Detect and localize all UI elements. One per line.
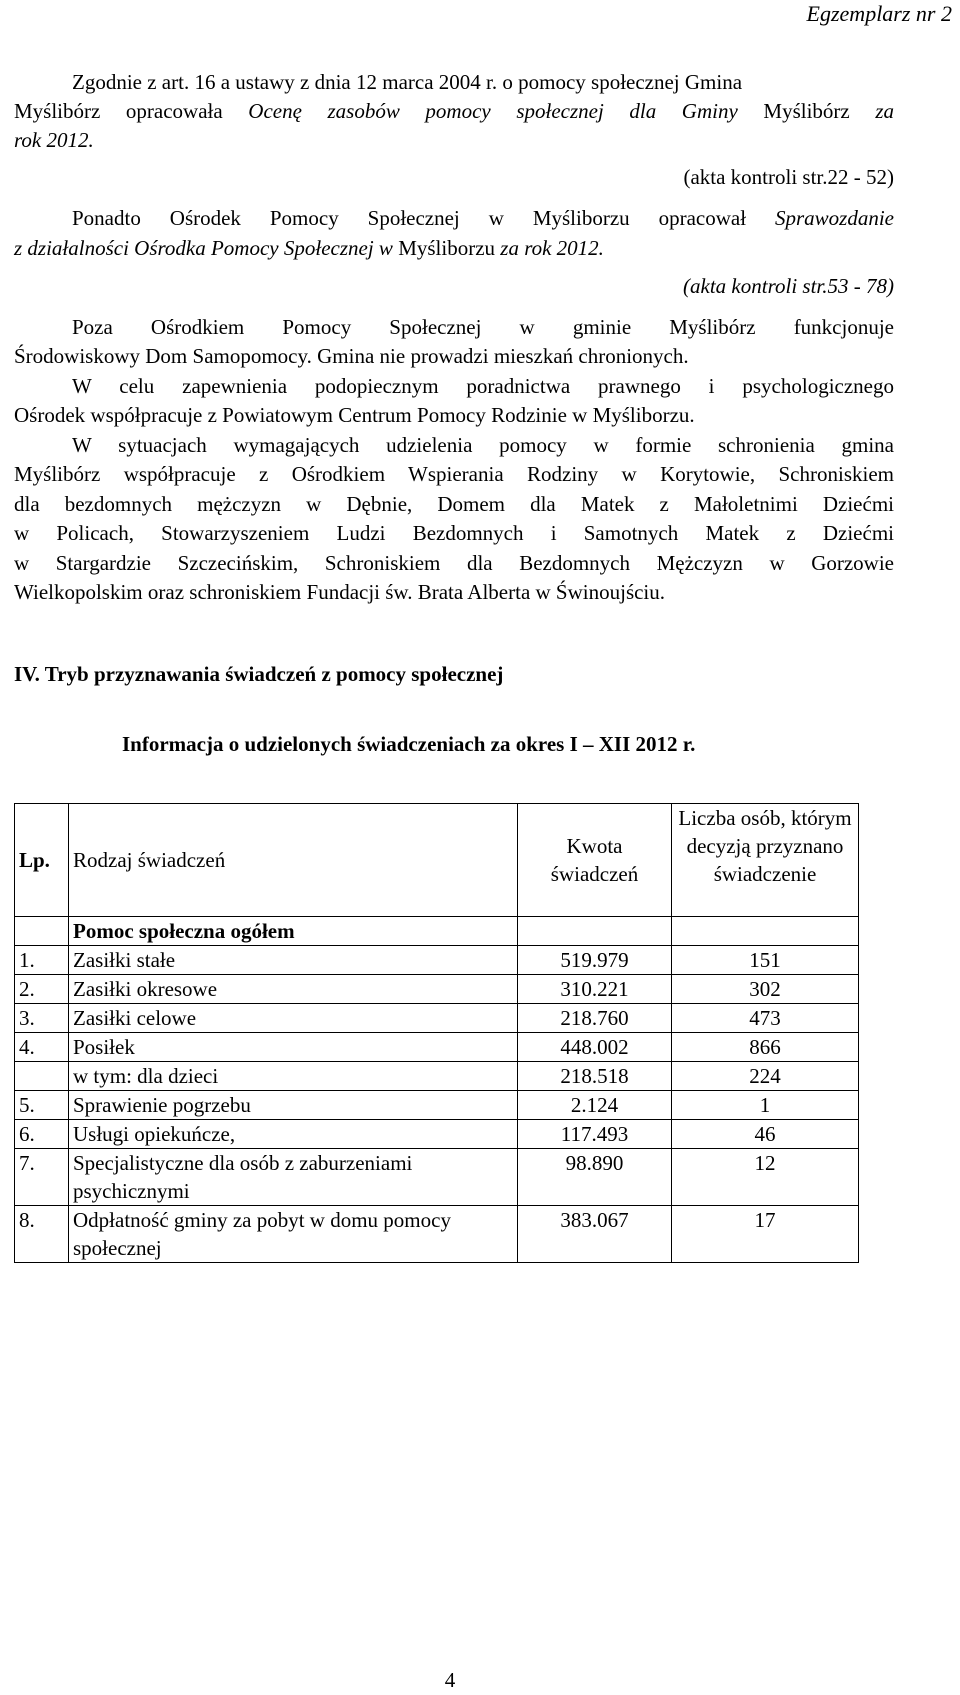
table-row — [15, 1206, 859, 1263]
row-rodzaj: Zasiłki stałe — [69, 946, 518, 975]
paragraph-4-line-2: Ośrodek współpracuje z Powiatowym Centrum Pomocy Rodzinie w Myśliborzu. — [14, 403, 695, 427]
row-rodzaj: Odpłatność gminy za pobyt w domu pomocy społecznej — [69, 1206, 518, 1263]
row-kwota: 117.493 — [518, 1120, 672, 1149]
page-number: 4 — [444, 1668, 456, 1692]
row-liczba: 17 — [672, 1206, 859, 1263]
paragraph-3-line-1: Poza Ośrodkiem Pomocy Społecznej w gminie Myślibórz funkcjonuje — [72, 315, 894, 339]
table-row — [15, 1062, 859, 1091]
header-rodzaj: Rodzaj świadczeń — [69, 804, 518, 917]
row-lp: 7. — [15, 1149, 69, 1206]
row-kwota: 218.518 — [518, 1062, 672, 1091]
section-heading: IV. Tryb przyznawania świadczeń z pomocy społecznej — [14, 662, 504, 686]
paragraph-5-line-6: Wielkopolskim oraz schroniskiem Fundacji św. Brata Alberta w Świnoujściu. — [14, 580, 666, 604]
table-row — [15, 1033, 859, 1062]
row-lp — [15, 1062, 69, 1091]
row-kwota: 2.124 — [518, 1091, 672, 1120]
paragraph-4-line-1: W celu zapewnienia podopiecznym poradnictwa prawnego i psychologicznego — [72, 374, 894, 398]
paragraph-5-line-1: W sytuacjach wymagających udzielenia pomocy w formie schronienia gmina — [72, 433, 894, 457]
paragraph-2-line-2 — [14, 234, 604, 262]
paragraph-1-line-1: Zgodnie z art. 16 a ustawy z dnia 12 marca 2004 r. o pomocy społecznej Gmina — [72, 70, 743, 94]
row-rodzaj: Sprawienie pogrzebu — [69, 1091, 518, 1120]
paragraph-5-line-4: w Policach, Stowarzyszeniem Ludzi Bezdomnych i Samotnych Matek z Dziećmi — [14, 521, 894, 545]
header-liczba: Liczba osób, którym decyzją przyznano świadczenie — [672, 804, 859, 917]
row-liczba: 46 — [672, 1120, 859, 1149]
table-body — [15, 946, 859, 1263]
paragraph-2-line-1 — [72, 204, 894, 232]
paragraph-1-line-2 — [14, 97, 894, 125]
header-kwota: Kwota świadczeń — [518, 804, 672, 917]
row-liczba: 151 — [672, 946, 859, 975]
table-row — [15, 975, 859, 1004]
paragraph-5-line-5: w Stargardzie Szczecińskim, Schroniskiem dla Bezdomnych Mężczyzn w Gorzowie — [14, 551, 894, 575]
copy-number-label: Egzemplarz nr 2 — [806, 1, 952, 26]
paragraph-1-line-3: rok 2012. — [14, 128, 94, 152]
header-lp: Lp. — [15, 804, 69, 917]
row-kwota: 98.890 — [518, 1149, 672, 1206]
row-liczba: 302 — [672, 975, 859, 1004]
row-rodzaj: w tym: dla dzieci — [69, 1062, 518, 1091]
table-title: Informacja o udzielonych świadczeniach za okres I – XII 2012 r. — [122, 732, 696, 756]
paragraph-3-line-2: Środowiskowy Dom Samopomocy. Gmina nie prowadzi mieszkań chronionych. — [14, 344, 689, 368]
row-kwota: 448.002 — [518, 1033, 672, 1062]
row-lp: 1. — [15, 946, 69, 975]
table-row — [15, 1004, 859, 1033]
row-liczba: 473 — [672, 1004, 859, 1033]
group-liczba — [672, 917, 859, 946]
table-row — [15, 1120, 859, 1149]
p1-doc-title: Ocenę zasobów pomocy społecznej dla Gminy — [248, 99, 738, 123]
row-kwota: 310.221 — [518, 975, 672, 1004]
row-lp: 8. — [15, 1206, 69, 1263]
row-kwota: 383.067 — [518, 1206, 672, 1263]
row-rodzaj: Zasiłki celowe — [69, 1004, 518, 1033]
table-header-row — [15, 804, 859, 917]
row-liczba: 1 — [672, 1091, 859, 1120]
p1-text-a: Myślibórz opracowała — [14, 99, 249, 123]
row-kwota: 218.760 — [518, 1004, 672, 1033]
paragraph-5-line-2: Myślibórz współpracuje z Ośrodkiem Wspierania Rodziny w Korytowie, Schroniskiem — [14, 462, 894, 486]
table-group-row — [15, 917, 859, 946]
row-lp: 3. — [15, 1004, 69, 1033]
group-kwota — [518, 917, 672, 946]
table-row — [15, 946, 859, 975]
p2-text-a2: z działalności Ośrodka Pomocy Społecznej w — [14, 236, 393, 260]
row-rodzaj: Usługi opiekuńcze, — [69, 1120, 518, 1149]
p1-text-c: Myślibórz — [737, 99, 876, 123]
row-lp: 2. — [15, 975, 69, 1004]
row-lp: 4. — [15, 1033, 69, 1062]
reference-2: (akta kontroli str.53 - 78) — [683, 274, 894, 298]
row-liczba: 224 — [672, 1062, 859, 1091]
benefits-table — [14, 803, 859, 1263]
row-kwota: 519.979 — [518, 946, 672, 975]
row-liczba: 866 — [672, 1033, 859, 1062]
row-rodzaj: Specjalistyczne dla osób z zaburzeniami psychicznymi — [69, 1149, 518, 1206]
row-lp: 6. — [15, 1120, 69, 1149]
paragraph-5-line-3: dla bezdomnych mężczyzn w Dębnie, Domem dla Matek z Małoletnimi Dziećmi — [14, 492, 894, 516]
p2-doc-title: Sprawozdanie — [774, 206, 894, 230]
row-rodzaj: Posiłek — [69, 1033, 518, 1062]
p1-text-d: za — [875, 99, 895, 123]
group-label: Pomoc społeczna ogółem — [69, 917, 518, 946]
table-row — [15, 1149, 859, 1206]
reference-1: (akta kontroli str.22 - 52) — [683, 165, 894, 189]
table-row — [15, 1091, 859, 1120]
p2-text-c2: za rok 2012. — [500, 236, 604, 260]
row-liczba: 12 — [672, 1149, 859, 1206]
group-lp — [15, 917, 69, 946]
p2-text-b2: Myśliborzu — [392, 236, 501, 260]
row-rodzaj: Zasiłki okresowe — [69, 975, 518, 1004]
p2-text-a: Ponadto Ośrodek Pomocy Społecznej w Myśliborzu opracował — [72, 206, 775, 230]
row-lp: 5. — [15, 1091, 69, 1120]
